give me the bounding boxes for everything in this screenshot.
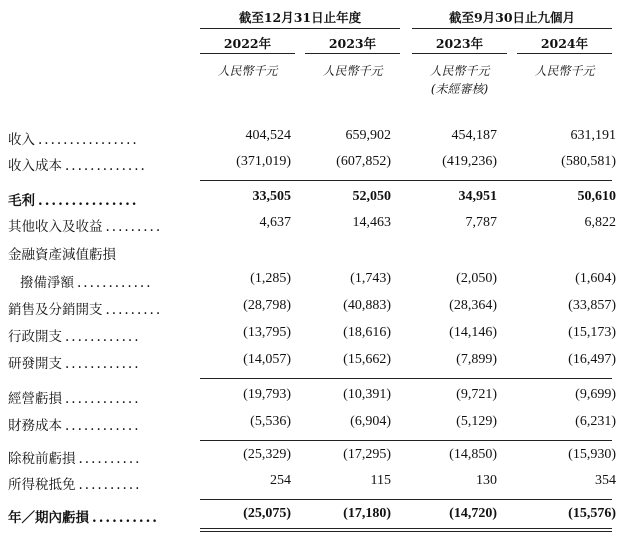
- unit-col-4: 人民幣千元: [534, 64, 595, 78]
- cell: (15,173): [568, 325, 616, 340]
- cell: (2,050): [456, 271, 497, 286]
- cell: 404,524: [245, 128, 291, 143]
- double-rule-bottom: [200, 531, 612, 532]
- year-rule-2: [305, 53, 400, 54]
- row-label: 收入成本 .............: [8, 158, 147, 174]
- year-col-3: 2023年: [435, 36, 484, 51]
- row-label: 財務成本 ............: [8, 418, 141, 434]
- cell: (1,743): [350, 271, 391, 286]
- year-col-1: 2022年: [223, 36, 272, 51]
- double-rule-top: [200, 528, 612, 529]
- row-loss-before-tax: [0, 447, 624, 473]
- cell: 4,637: [259, 215, 291, 230]
- rule-operating-loss: [200, 378, 612, 379]
- row-label: 毛利 ...............: [8, 193, 139, 209]
- row-label: 除稅前虧損 ..........: [8, 451, 142, 467]
- year-col-4: 2024年: [540, 36, 589, 51]
- row-cost-of-revenue: [0, 154, 624, 180]
- cell: 130: [476, 473, 497, 488]
- row-selling-expenses: [0, 298, 624, 324]
- row-label: 其他收入及收益 .........: [8, 219, 163, 235]
- cell: (1,604): [575, 271, 616, 286]
- cell: (9,721): [456, 387, 497, 402]
- cell: 33,505: [252, 189, 291, 204]
- cell: (33,857): [568, 298, 616, 313]
- year-rule-3: [412, 53, 507, 54]
- cell: (9,699): [575, 387, 616, 402]
- cell: (14,720): [449, 506, 497, 521]
- year-rule-1: [200, 53, 295, 54]
- cell: (25,329): [243, 447, 291, 462]
- cell: (13,795): [243, 325, 291, 340]
- cell: (15,662): [343, 352, 391, 367]
- cell: (16,497): [568, 352, 616, 367]
- cell: (15,930): [568, 447, 616, 462]
- row-operating-loss: [0, 387, 624, 413]
- cell: 254: [270, 473, 291, 488]
- row-other-income: [0, 215, 624, 241]
- rule-loss-before-tax: [200, 440, 612, 441]
- cell: 14,463: [352, 215, 391, 230]
- cell: 115: [370, 473, 391, 488]
- header-group-year-end: 截至12月31日止年度: [238, 10, 362, 25]
- cell: 454,187: [451, 128, 497, 143]
- year-col-2: 2023年: [328, 36, 377, 51]
- row-label: 研發開支 ............: [8, 356, 141, 372]
- cell: 354: [595, 473, 616, 488]
- rule-gross-profit: [200, 180, 612, 181]
- row-finance-costs: [0, 414, 624, 440]
- cell: (7,899): [456, 352, 497, 367]
- unaudited-note: (未經審核): [430, 82, 489, 96]
- cell: 34,951: [458, 189, 497, 204]
- cell: (19,793): [243, 387, 291, 402]
- cell: 659,902: [345, 128, 391, 143]
- cell: 631,191: [570, 128, 616, 143]
- cell: (25,075): [243, 506, 291, 521]
- cell: (580,581): [561, 154, 616, 169]
- row-label: 金融資產減值虧損: [8, 247, 116, 263]
- row-label: 銷售及分銷開支 .........: [8, 302, 163, 318]
- row-gross-profit: [0, 189, 624, 215]
- row-label: 所得稅抵免 ..........: [8, 477, 142, 493]
- cell: (5,129): [456, 414, 497, 429]
- row-label: 年／期內虧損 ..........: [8, 510, 159, 526]
- cell: (6,231): [575, 414, 616, 429]
- header-group-left-rule: [200, 28, 400, 29]
- row-income-tax-credit: [0, 473, 624, 499]
- row-label: 撥備淨額 ............: [20, 275, 153, 291]
- unit-col-2: 人民幣千元: [322, 64, 383, 78]
- cell: (6,904): [350, 414, 391, 429]
- row-label: 經營虧損 ............: [8, 391, 141, 407]
- cell: (419,236): [442, 154, 497, 169]
- unit-col-1: 人民幣千元: [217, 64, 278, 78]
- cell: 6,822: [584, 215, 616, 230]
- cell: 52,050: [352, 189, 391, 204]
- row-label: 收入 ................: [8, 132, 139, 148]
- row-label: 行政開支 ............: [8, 329, 141, 345]
- row-admin-expenses: [0, 325, 624, 351]
- cell: (1,285): [250, 271, 291, 286]
- row-impairment-heading: [0, 243, 624, 269]
- row-rd-expenses: [0, 352, 624, 378]
- cell: (14,057): [243, 352, 291, 367]
- cell: (607,852): [336, 154, 391, 169]
- year-rule-4: [517, 53, 612, 54]
- cell: (14,146): [449, 325, 497, 340]
- unit-col-3: 人民幣千元: [429, 64, 490, 78]
- cell: (5,536): [250, 414, 291, 429]
- cell: (28,364): [449, 298, 497, 313]
- header-group-right-rule: [412, 28, 612, 29]
- cell: (18,616): [343, 325, 391, 340]
- row-impairment-net: [0, 271, 624, 297]
- cell: (15,576): [568, 506, 616, 521]
- header-group-nine-months: 截至9月30日止九個月: [448, 10, 576, 25]
- row-revenue: [0, 128, 624, 154]
- cell: (371,019): [236, 154, 291, 169]
- cell: (28,798): [243, 298, 291, 313]
- cell: (17,295): [343, 447, 391, 462]
- rule-net-loss: [200, 499, 612, 500]
- cell: (14,850): [449, 447, 497, 462]
- cell: 7,787: [465, 215, 497, 230]
- cell: (40,883): [343, 298, 391, 313]
- cell: (10,391): [343, 387, 391, 402]
- cell: 50,610: [577, 189, 616, 204]
- cell: (17,180): [343, 506, 391, 521]
